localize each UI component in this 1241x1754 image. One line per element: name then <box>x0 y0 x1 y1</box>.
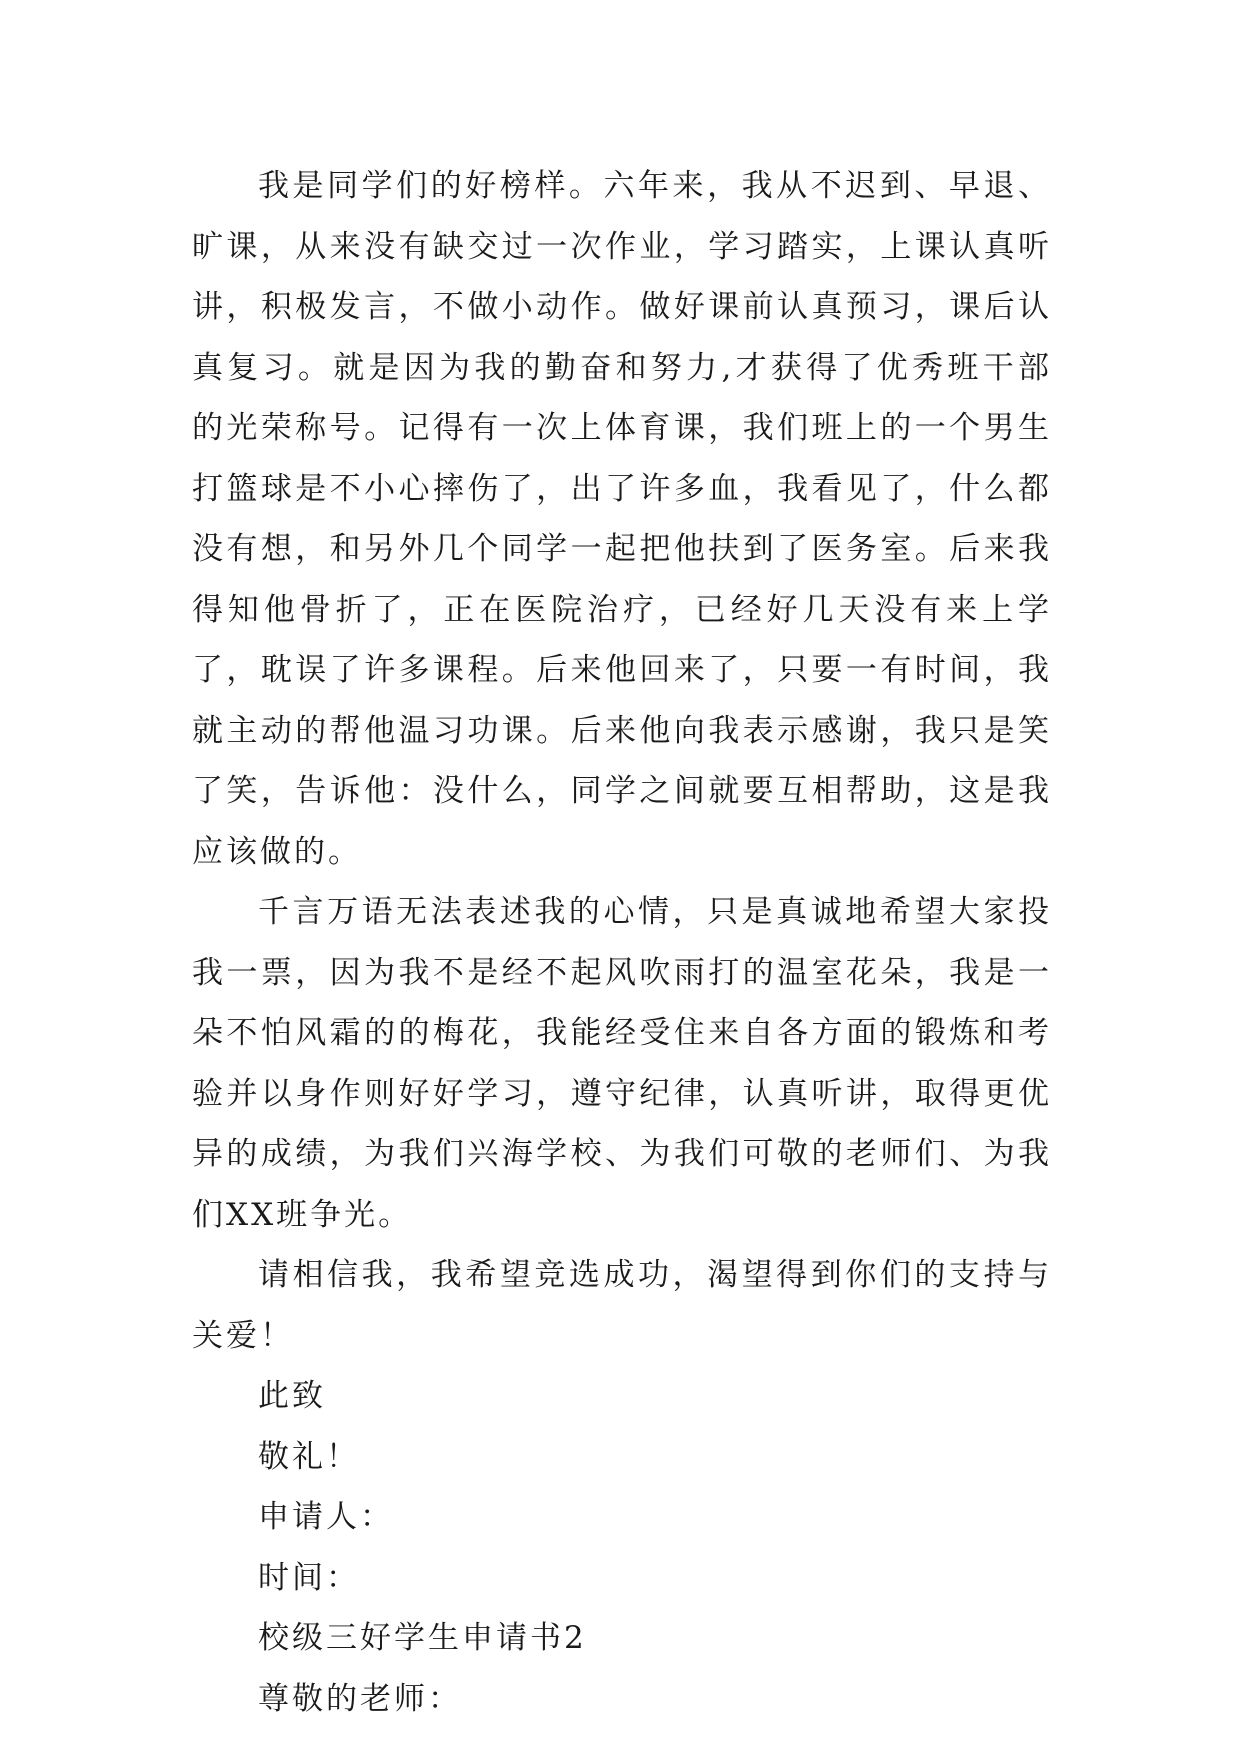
paragraph-3: 请相信我，我希望竞选成功，渴望得到你们的支持与关爱！ <box>192 1257 1052 1354</box>
paragraph-1: 我是同学们的好榜样。六年来，我从不迟到、早退、旷课，从来没有缺交过一次作业，学习踏实，上课认真听讲，积极发言，不做小动作。做好课前认真预习，课后认真复习。就是因为我的勤奋和努力,才获得了优秀班干部的光荣称号。记得有一次上体育课，我们班上的一个男生打篮球是不小心摔伤了，出了许多血，我看见了，什么都没有想，和另外几个同学一起把他扶到了医务室。后来我得知他骨折了，正在医院治疗，已经好几天没有来上学了，耽误了许多课程。后来他回来了，只要一有时间，我就主动的帮他温习功课。后来他向我表示感谢，我只是笑了笑，告诉他：没什么，同学之间就要互相帮助，这是我应该做的。 <box>192 168 1052 870</box>
paragraph-2: 千言万语无法表述我的心情，只是真诚地希望大家投我一票，因为我不是经不起风吹雨打的温室花朵，我是一朵不怕风霜的的梅花，我能经受住来自各方面的锻炼和考验并以身作则好好学习，遵守纪律，认真听讲，取得更优异的成绩，为我们兴海学校、为我们可敬的老师们、为我们XX班争光。 <box>192 894 1052 1233</box>
next-section-title: 校级三好学生申请书2 <box>258 1620 587 1656</box>
next-section-greeting: 尊敬的老师： <box>258 1680 462 1717</box>
applicant-label: 申请人： <box>258 1499 394 1535</box>
document-body <box>192 156 1052 1729</box>
salute-line: 敬礼！ <box>258 1438 360 1475</box>
closing-line: 此致 <box>258 1378 326 1414</box>
time-label: 时间： <box>258 1559 360 1596</box>
